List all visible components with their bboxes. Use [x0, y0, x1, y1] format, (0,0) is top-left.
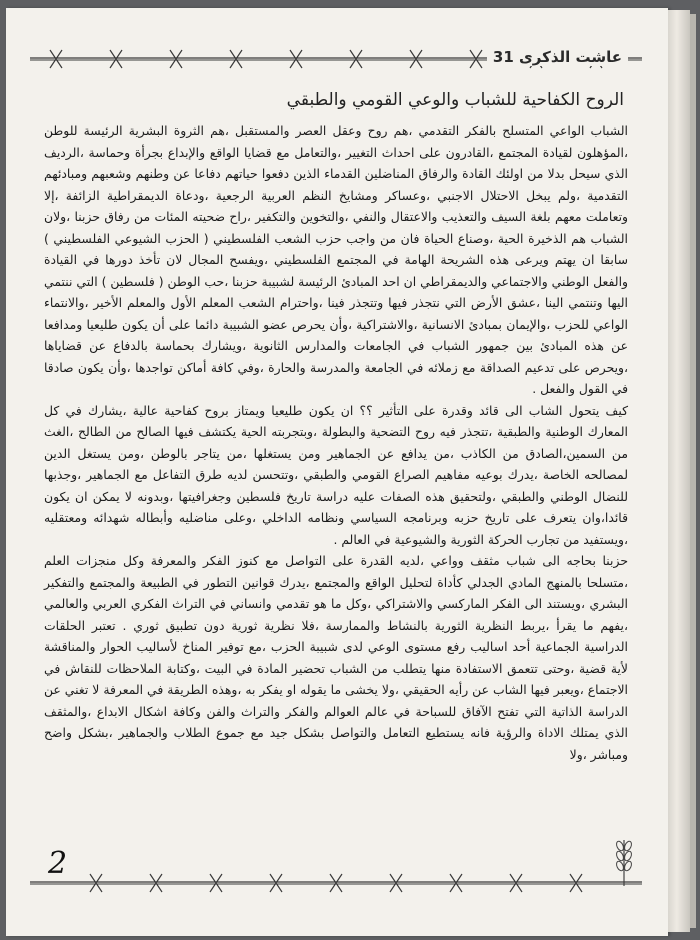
page-stack-edge-back: [690, 14, 696, 928]
paragraph-3: حزبنا بحاجه الى شباب مثقف وواعي ،لديه القدرة على التواصل مع كنوز الفكر والمعرفة وكل منجزات العلم ،متسلحا بالمنهج المادي الجدلي كأداة لتحليل الواقع والمجتمع ،يدرك قوانين التطور في الطبيعة والمجتمع والتفكير البشري ،ويستند الى الفكر الماركسي والاشتراكي ،وكل ما هو تقدمي وانساني في التراث الفكري العربي والعالمي ،يفهم ما يقرأ ،يربط النظرية الثورية بالنشاط والممارسة ،فلا نظرية ثورية دون تطبيق ثوري . تعتبر الحلقات الدراسية الجماعية أحد اساليب رفع مستوى الوعي لدى شبيبة الحزب ،مع توفير المناخ لأساليب الحوار والمناقشة لأية قضية ،وحتى تتعمق الاستفادة منها يتطلب من الشباب تحضير المادة في البيت ،وكتابة الملاحظات للنقاش في الاجتماع ،ويعبر فيها الشاب عن رأيه الحقيقي ،ولا يخشى ما يقوله او يفكر به ،وهذه الطريقة في المعرفة لا تغني عن الدراسة الذاتية التي تفتح الآفاق للسباحة في عالم العوالم والفكر والتراث والفن وكافة اشكال الابداع ،والمثقف الذي يمتلك الاداة والرؤية فانه يستطيع التعامل والتواصل بشكل جيد مع جموع الطلاب والجماهير ،بشكل واضح ومباشر ،ولا: [44, 553, 628, 762]
article-title: الروح الكفاحية للشباب والوعي القومي والطبقي: [286, 90, 624, 110]
magazine-page: [6, 8, 668, 936]
paragraph-2: كيف يتحول الشاب الى قائد وقدرة على التأثير ؟؟ ان يكون طليعيا ويمتاز بروح كفاحية عالية ،يشارك في كل المعارك الوطنية والطبقية ،تتجذر فيه روح التضحية والبطولة ،وبتجربته الحية يكتشف فيها الصالح من الطالح ،الغث من السمين،الصادق من الكاذب ،من يدافع عن الجماهير ومن يستغلها ،من يتاجر بالوطن ،ومن يستغل الدين لمصالحه الخاصة ،يدرك بوعيه مفاهيم الصراع القومي والطبقي ،وتتحسن لديه طرق التفاعل مع الجماهير ،وجذبها للنضال الوطني والطبقي ،ولتحقيق هذه الصفات عليه دراسة تاريخ فلسطين وجغرافيتها ،وبدونه لا يمكن ان يكون قائدا،وان يتعرف على تاريخ حزبه وبرنامجه السياسي ونظامه الداخلي ،وعلى مناضليه وأبطاله شهدائه ومعتقليه ،ويستفيد من تجارب الحركة الثورية والشيوعية في العالم .: [44, 402, 628, 547]
header-title: عاشت الذكرى 31: [487, 48, 628, 66]
paragraph-1: الشباب الواعي المتسلح بالفكر التقدمي ،هم روح وعقل العصر والمستقبل ،هم الثروة البشرية الرئيسة للوطن ،المؤهلون لقيادة المجتمع ،القادرون على احداث التغيير ،والتعامل مع قضايا الواقع والإبداع بجرأة وحماسة ،الرديف الذي سيحل بدلا من اولئك القادة والرفاق المناضلين القدماء الذين دفعوا حياتهم دفاعا عن وطنهم وشعبهم ومبادئهم التقدمية ،ولم يبخل الاحتلال الاجنبي ،وعساكر ومشايخ النظم العربية الرجعية ،ودعاة الديمقراطية الزائفة ،إلا وتعاملت معهم بلغة السيف والتعذيب والاعتقال والنفي ،والتخوين والتكفير ،راح ضحيته المئات من رفاق حزبنا ،ولان الشباب هم الذخيرة الحية ،وصناع الحياة فان من واجب حزب الشعب الفلسطيني ( الحزب الشيوعي الفلسطيني ) سابقا ان يهتم ويرعى هذه الشريحة الهامة في المجتمع الفلسطيني ،ويفسح المجال لان تأخذ دورها في القيادة والفعل الوطني والاجتماعي والديمقراطي ان احد المبادئ الرئيسة لشبيبة حزبنا ،حب الوطن ( فلسطين ) التي ننتمي اليها وتنتمي الينا ،عشق الأرض التي نتجذر فيها وتتجذر فينا ،واحترام الشعب المعلم الأول والمعلم الأخير ،والانتماء الواعي للحزب ،والإيمان بمبادئ الانسانية ،والاشتراكية ،وأن يحرص عضو الشبيبة دائما على أن يكون طليعيا ومدافعا عن هذه المبادئ بين جمهور الشباب في الجامعات والمدارس الثانوية ،ويشارك بحماسة بالدفاع عن قضاياها ،ويحرص على تدعيم الصداقة مع زملائه في الجامعة والمدرسة والحارة ،وفي كافة أماكن تواجدها ،وأن يكون صادقا في القول والفعل .: [44, 123, 628, 396]
barbed-wire-bottom: [30, 870, 642, 896]
article-body: [44, 120, 628, 765]
page-stack-edge: [668, 10, 690, 932]
page-number: 2: [48, 846, 68, 881]
